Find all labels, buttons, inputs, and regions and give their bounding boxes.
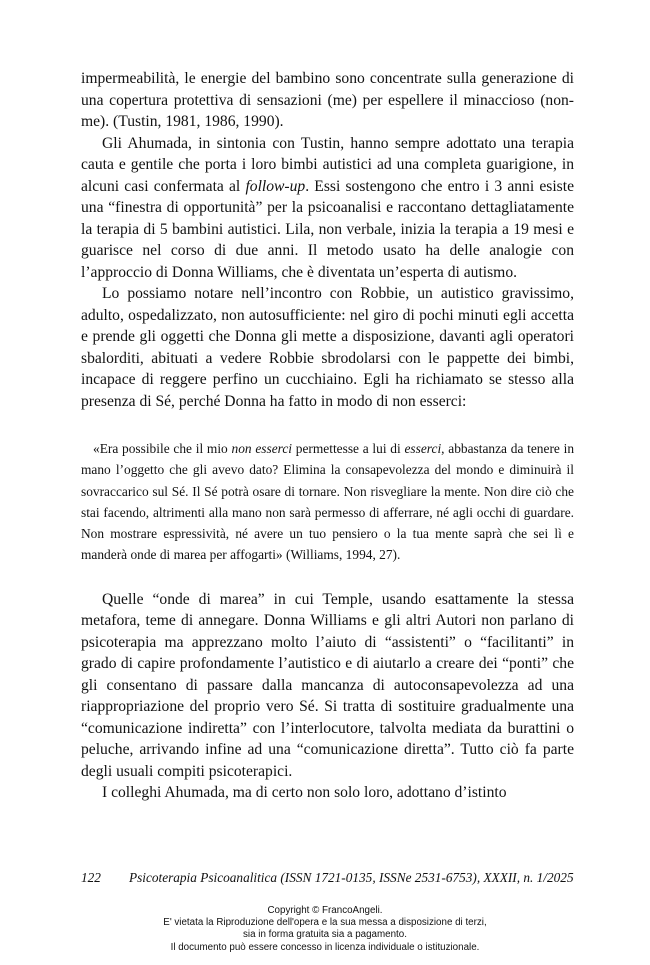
journal-citation: Psicoterapia Psicoanalitica (ISSN 1721-0135, ISSNe 2531-6753), XXXII, n. 1/2025 bbox=[128, 870, 574, 885]
paragraph-final: I colleghi Ahumada, ma di certo non solo loro, adottano d’istinto bbox=[102, 784, 507, 802]
quote-text: «Era possibile che il mio bbox=[93, 441, 232, 456]
copyright-line: sia in forma gratuita sia a pagamento. bbox=[243, 929, 407, 941]
italic-term: esserci bbox=[404, 441, 442, 456]
paragraph-continuation: impermeabilità, le energie del bambino sono concentrate sulla generazione di una copertura protettiva di sensazioni (me) per espellere il minaccioso (non-me). (Tustin, 1981, 1986, 1990). bbox=[81, 70, 574, 130]
block-quote bbox=[81, 438, 574, 566]
copyright-notice bbox=[0, 905, 650, 954]
copyright-line: E' vietata la Riproduzione dell'opera e la sua messa a disposizione di terzi, bbox=[163, 917, 487, 929]
paragraph-text: Gli Ahumada, in sintonia con Tustin, hanno sempre adottato una terapia cauta e gentile che porta i loro bimbi autistici ad una completa guarigione, in alcuni casi confermata al bbox=[81, 134, 574, 195]
paragraph-text: . Essi sostengono che entro i 3 anni esiste una “finestra di opportunità” per la psicoanalisi e raccontano dettagliatamente la terapia di 5 bambini autistici. Lila, non verbale, inizia la terapia a 19 mesi e guarisce nel corso di due anni. Il metodo usato ha delle analogie con l’approccio di Donna Williams, che è diventata un’esperta di autismo. bbox=[81, 177, 574, 281]
paragraph-ahumada bbox=[81, 133, 574, 284]
page-footer bbox=[81, 870, 574, 886]
quote-text: permettesse a lui di bbox=[292, 441, 405, 456]
italic-term: follow-up bbox=[245, 177, 306, 195]
italic-term: non esserci bbox=[231, 441, 293, 456]
page-body bbox=[81, 68, 574, 804]
copyright-line: Copyright © FrancoAngeli. bbox=[267, 905, 383, 916]
page-number: 122 bbox=[81, 870, 101, 885]
paragraph-temple: Quelle “onde di marea” in cui Temple, usando esattamente la stessa metafora, teme di annegare. Donna Williams e gli altri Autori non parlano di psicoterapia ma apprezzano molto l’aiuto di “assistenti” o “facilitanti” in grado di capire profondamente l’autistico e di aiutarlo a creare dei “ponti” che gli consentano di passare dalla mancanza di autoconsapevolezza ad una riappropriazione del proprio vero Sé. Si tratta di sostituire gradualmente una “comunicazione indiretta” con l’interlocutore, talvolta mediata da burattini o peluche, arrivando infine ad una “comunicazione diretta”. Tutto ciò fa parte degli usuali compiti psicoterapici. bbox=[81, 590, 574, 780]
copyright-line: Il documento può essere concesso in licenza individuale o istituzionale. bbox=[170, 941, 480, 953]
quote-text: , abbastanza da tenere in mano l’oggetto che gli avevo dato? Elimina la consapevolezza del mondo e diminuirà il sovraccarico sul Sé. Il Sé potrà osare di tornare. Non risvegliare la mente. Non dire ciò che stai facendo, altrimenti alla mano non sarà permesso di afferrare, né agli occhi di guardare. Non mostrare espressività, né avere un tuo pensiero o la tua mente saprà che sei lì e manderà onde di marea per affogarti» (Williams, 1994, 27). bbox=[81, 441, 575, 563]
paragraph-robbie: Lo possiamo notare nell’incontro con Robbie, un autistico gravissimo, adulto, ospedalizzato, non autosufficiente: nel giro di pochi minuti egli accetta e prende gli oggetti che Donna gli mette a disposizione, davanti agli operatori sbalorditi, abituati a vedere Robbie sbrodolarsi con le pappette dei bimbi, incapace di reggere perfino un cucchiaino. Egli ha richiamato se stesso alla presenza di Sé, perché Donna ha fatto in modo di non esserci: bbox=[81, 285, 574, 410]
